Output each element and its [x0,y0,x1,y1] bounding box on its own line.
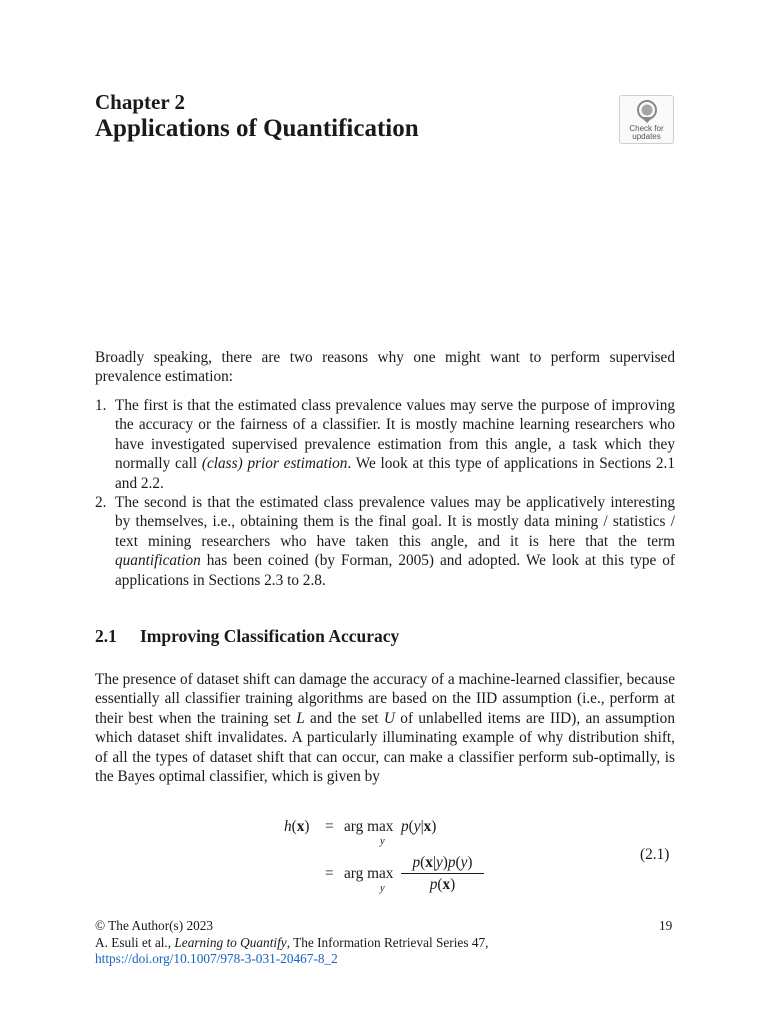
section-number: 2.1 [95,626,117,646]
doi-link[interactable]: https://doi.org/10.1007/978-3-031-20467-8_2 [95,951,338,967]
body-paragraph [95,670,675,786]
list-item-text: The first is that the estimated class prevalence values may serve the purpose of improving the accuracy or the fairness of a classifier. It is mostly machine learning researchers who have investigated supervised prevalence estimation from this angle, a task which they normally call [115,397,675,473]
citation [95,935,488,952]
argmax-subscript: y [380,836,385,847]
posterior: p(y|x) [401,818,437,835]
fraction-denominator: p(x) [429,876,456,893]
copyright: © The Author(s) 2023 [95,918,214,933]
math-U: U [383,709,395,727]
footer [95,918,488,968]
list-item-emphasis: (class) prior estimation [201,455,348,473]
body-text: and the set [304,709,384,727]
reasons-list [95,396,675,590]
chapter-title: Applications of Quantification [95,115,419,142]
equation-lhs: h(x) [284,818,310,835]
math-L: L [296,709,305,727]
list-item-number: 1. [95,397,107,414]
list-item-text-end: has been coined (by Forman, 2005) and adopted. We look at this type of applications in Sections 2.3 to 2.8. [115,552,675,589]
section-heading [95,626,399,647]
check-for-updates-badge[interactable] [619,95,674,144]
fraction-numerator: p(x|y)p(y) [401,854,484,874]
list-item-number: 2. [95,494,107,512]
citation-series: , The Information Retrieval Series 47, [286,934,489,950]
list-item [95,493,675,590]
body-text: of unlabelled items are IID), an assumption which dataset shift invalidates. A particularly illuminating example of why distribution shift, of all the types of dataset shift that can occur, can make a classifier perform sub-optimally, is the Bayes optimal classifier, which is given by [95,709,675,786]
list-item-emphasis: quantification [115,552,201,570]
list-item-text-end: . We look at this type of applications in Sections 2.1 and 2.2. [115,455,675,492]
list-item [95,396,675,493]
check-for-updates-text [620,125,673,141]
intro-paragraph: Broadly speaking, there are two reasons why one might want to perform supervised prevalence estimation: [95,349,675,386]
section-title: Improving Classification Accuracy [140,626,400,646]
book-title: Learning to Quantify [174,934,287,950]
argmax: arg max [344,818,394,835]
equals-sign: = [325,818,334,835]
page-number: 19 [659,918,673,933]
list-item-text: The second is that the estimated class prevalence values may be applicatively interesting by themselves, i.e., obtaining them is the final goal. It is mostly data mining / statistics / text mining researchers who have taken this angle, and it is here that the term [115,494,675,550]
citation-authors: A. Esuli et al., [95,934,175,950]
equation-number: (2.1) [640,846,670,863]
bayes-fraction [401,854,484,894]
chapter-label: Chapter 2 [95,90,186,114]
check-for-updates-line1: Check for [629,124,664,133]
argmax-subscript: y [380,883,385,894]
check-for-updates-icon [636,100,658,124]
equals-sign: = [325,865,334,882]
body-text: The presence of dataset shift can damage the accuracy of a machine-learned classifier, because essentially all classifier training algorithms are based on the IID assumption (i.e., perform at their best when the training set [95,671,675,727]
check-for-updates-line2: updates [632,132,661,141]
argmax: arg max [344,865,394,882]
